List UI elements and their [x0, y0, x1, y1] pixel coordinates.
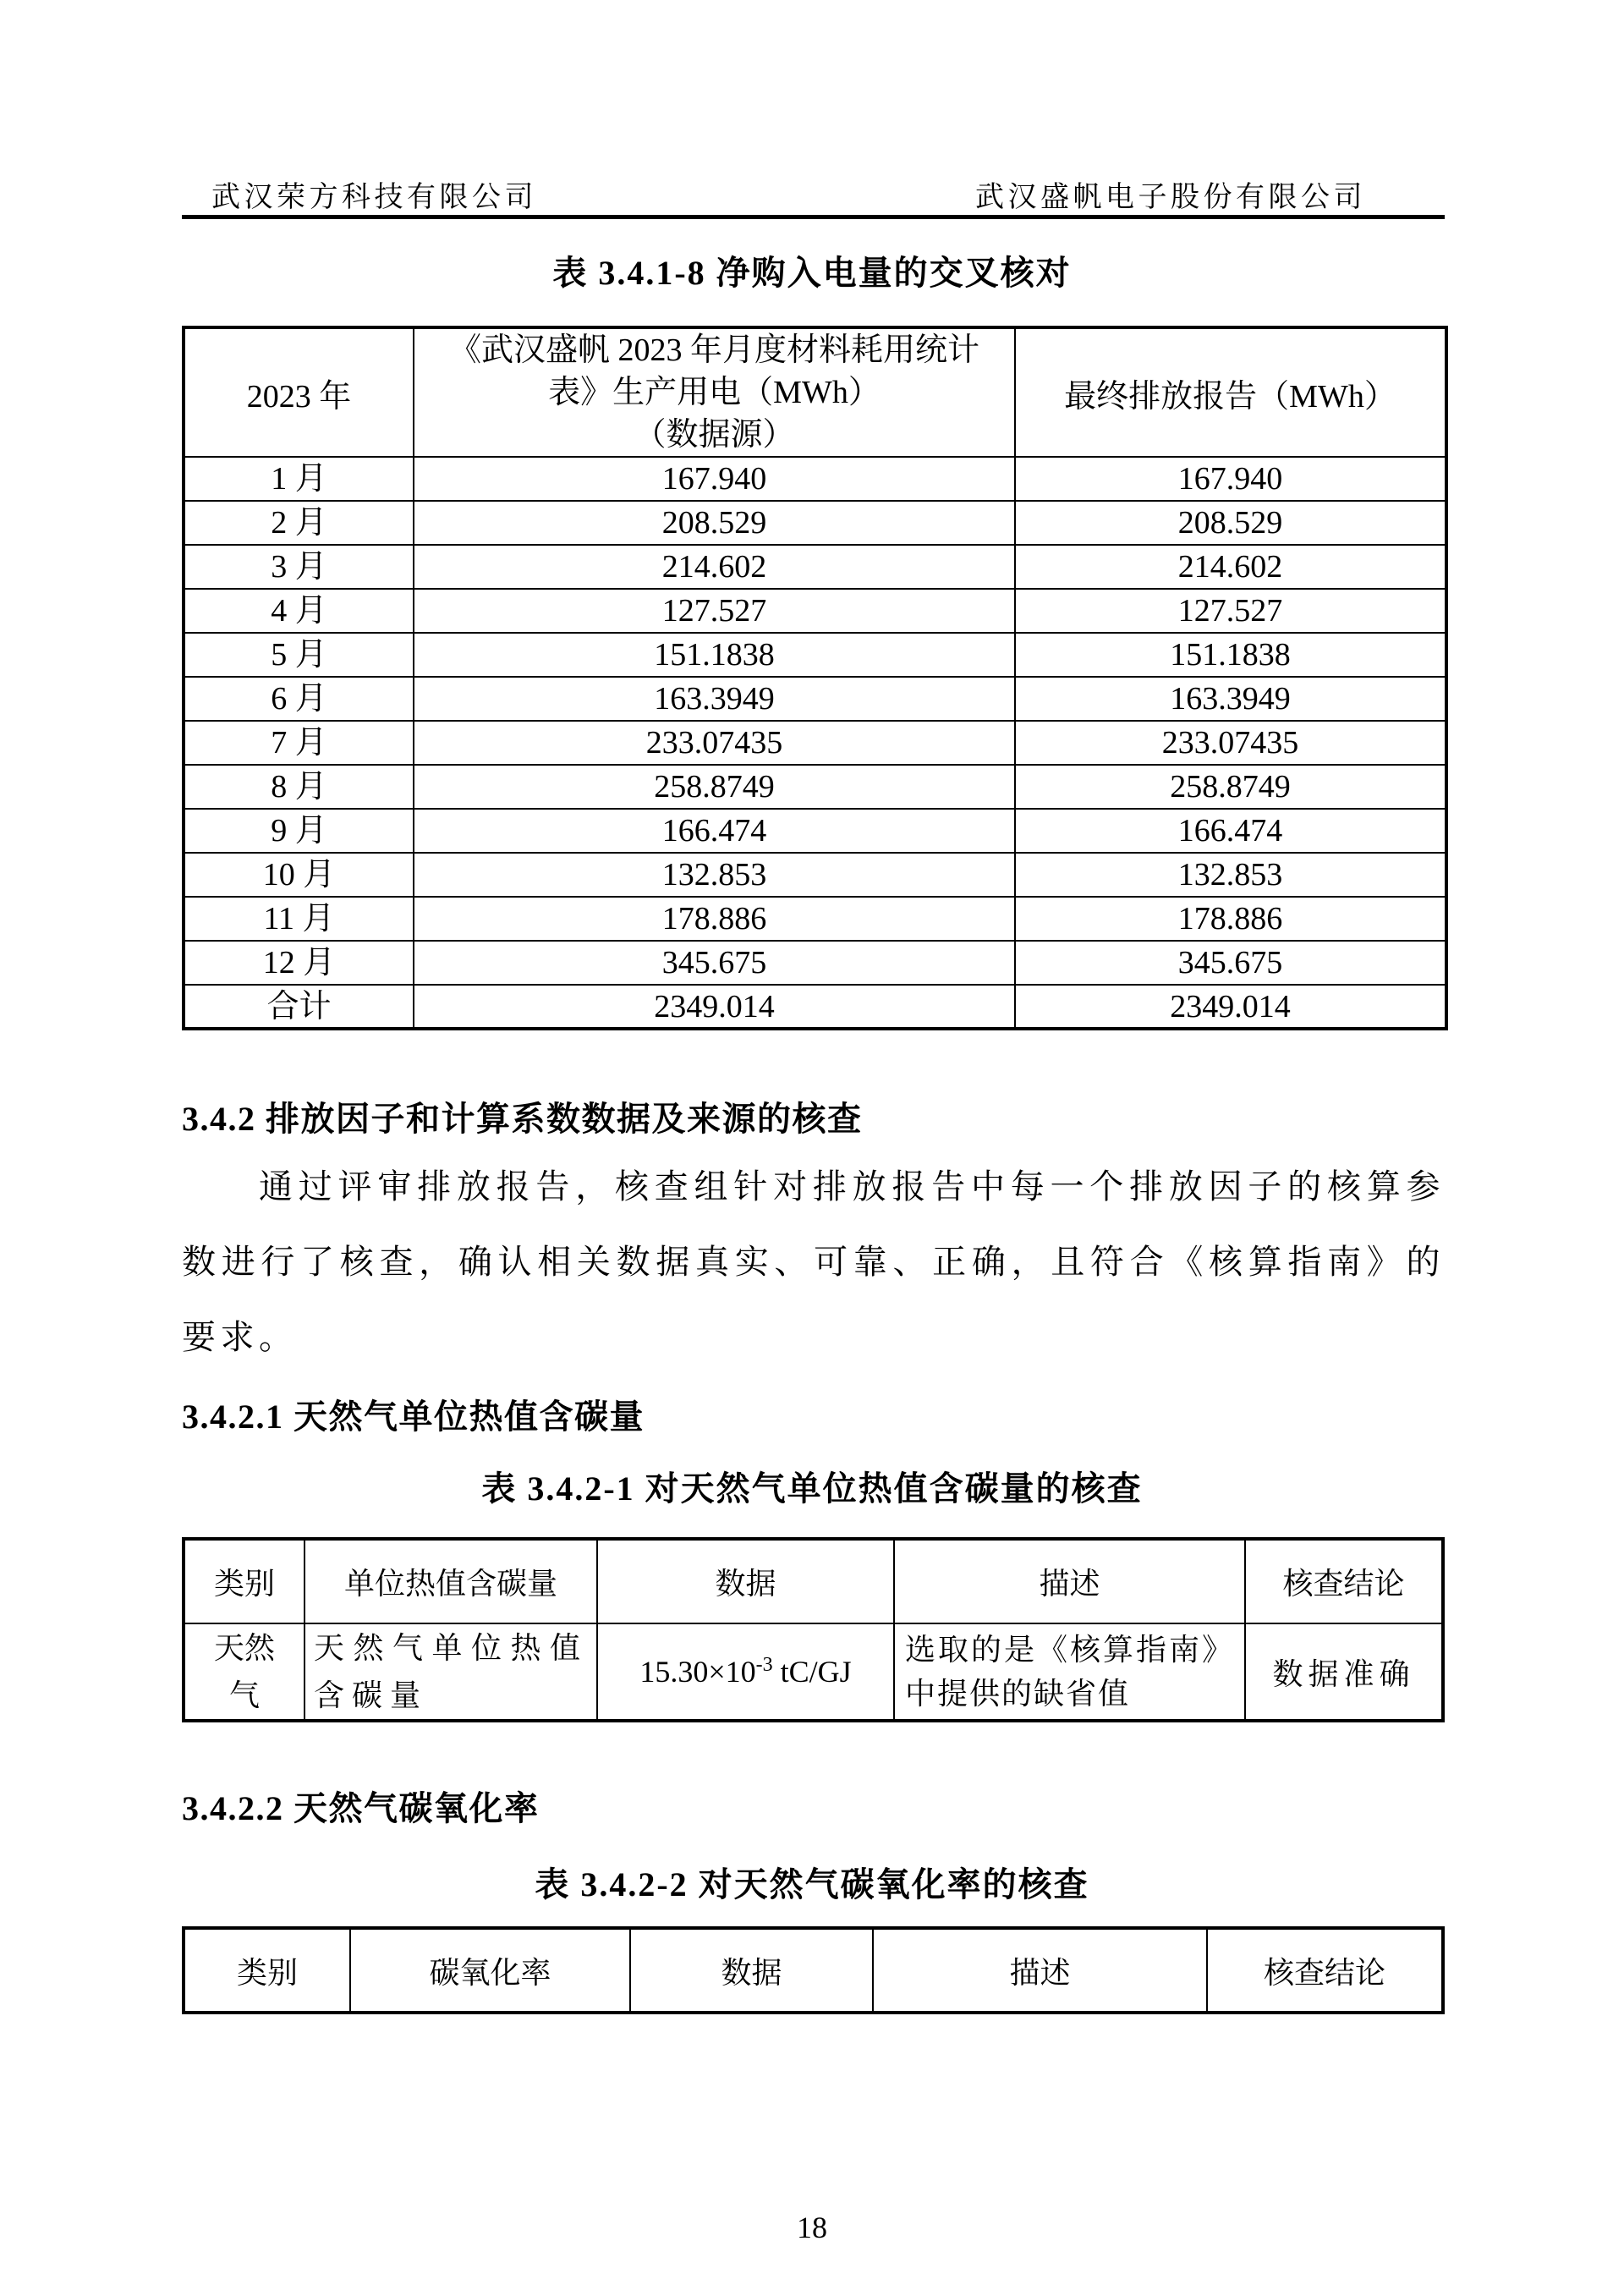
table-cell: 151.1838 [414, 633, 1015, 677]
table-cell [597, 1623, 894, 1721]
table2-title: 表 3.4.2-1 对天然气单位热值含碳量的核查 [481, 1469, 1143, 1508]
ncv-carbon-content-table [182, 1537, 1445, 1722]
table-row [184, 633, 1446, 677]
table-row [184, 897, 1446, 941]
table-cell: 163.3949 [414, 677, 1015, 721]
table-row [184, 721, 1446, 765]
table-cell: 天然气单位热值含碳量 [304, 1623, 597, 1721]
table-cell: 166.474 [1015, 809, 1446, 853]
header-line: 表》生产用电（MWh） [548, 375, 881, 410]
table-cell: 132.853 [414, 853, 1015, 897]
table-cell: 合计 [184, 985, 414, 1029]
table-cell: 178.886 [1015, 897, 1446, 941]
table-header-cell [414, 327, 1015, 457]
table-header-cell: 类别 [184, 1928, 350, 2013]
table3-title: 表 3.4.2-2 对天然气碳氧化率的核查 [535, 1865, 1089, 1903]
table-row [184, 809, 1446, 853]
table-header-cell: 描述 [873, 1928, 1207, 2013]
table-cell: 258.8749 [1015, 765, 1446, 809]
table-header-cell: 碳氧化率 [350, 1928, 630, 2013]
table-cell: 8 月 [184, 765, 414, 809]
table-header-cell: 类别 [184, 1539, 304, 1623]
oxidation-rate-table [182, 1926, 1445, 2014]
table-cell: 选取的是《核算指南》中提供的缺省值 [894, 1623, 1245, 1721]
table-cell: 258.8749 [414, 765, 1015, 809]
table-row [184, 457, 1446, 501]
header-line: 《武汉盛帆 2023 年月度材料耗用统计 [448, 332, 979, 368]
table-cell: 151.1838 [1015, 633, 1446, 677]
table-cell: 127.527 [1015, 589, 1446, 633]
table-cell: 167.940 [1015, 457, 1446, 501]
header-rule [182, 215, 1445, 219]
table-row [184, 765, 1446, 809]
table-header-cell: 2023 年 [184, 327, 414, 457]
table-cell: 7 月 [184, 721, 414, 765]
table-cell: 2 月 [184, 501, 414, 545]
table-header-cell: 数据 [630, 1928, 873, 2013]
table-row [184, 1623, 1443, 1721]
table-cell: 127.527 [414, 589, 1015, 633]
header-company-left: 武汉荣方科技有限公司 [211, 182, 537, 213]
table-header-cell: 数据 [597, 1539, 894, 1623]
table-row [184, 501, 1446, 545]
table1-title: 表 3.4.1-8 净购入电量的交叉核对 [552, 254, 1072, 292]
table-row-total [184, 985, 1446, 1029]
table-cell: 5 月 [184, 633, 414, 677]
page-number: 18 [797, 2211, 827, 2244]
table-cell: 214.602 [1015, 545, 1446, 589]
table-cell: 345.675 [414, 941, 1015, 985]
table-cell: 2349.014 [1015, 985, 1446, 1029]
table-cell: 214.602 [414, 545, 1015, 589]
table-header-cell: 核查结论 [1207, 1928, 1443, 2013]
table-row [184, 545, 1446, 589]
table-cell: 12 月 [184, 941, 414, 985]
table-row [184, 589, 1446, 633]
table-row [184, 853, 1446, 897]
table-cell: 167.940 [414, 457, 1015, 501]
table-cell: 4 月 [184, 589, 414, 633]
table-header-row [184, 1928, 1443, 2013]
table-cell: 天然气 [184, 1623, 304, 1721]
table-header-cell: 描述 [894, 1539, 1245, 1623]
table-cell: 2349.014 [414, 985, 1015, 1029]
table-cell: 11 月 [184, 897, 414, 941]
value-base: 15.30×10 [639, 1655, 756, 1689]
table-cell: 6 月 [184, 677, 414, 721]
table-header-cell: 最终排放报告（MWh） [1015, 327, 1446, 457]
table-cell: 208.529 [1015, 501, 1446, 545]
table-row [184, 941, 1446, 985]
section-paragraph-342: 通过评审排放报告，核查组针对排放报告中每一个排放因子的核算参数进行了核查，确认相关数据真实、可靠、正确，且符合《核算指南》的要求。 [182, 1167, 1445, 1356]
table-cell: 163.3949 [1015, 677, 1446, 721]
section-heading-3422: 3.4.2.2 天然气碳氧化率 [182, 1789, 540, 1827]
table-header-cell: 单位热值含碳量 [304, 1539, 597, 1623]
table-cell: 9 月 [184, 809, 414, 853]
table-cell: 233.07435 [1015, 721, 1446, 765]
section-heading-342: 3.4.2 排放因子和计算系数数据及来源的核查 [182, 1100, 863, 1138]
table-cell: 10 月 [184, 853, 414, 897]
table-cell: 数据准确 [1245, 1623, 1443, 1721]
table-header-row [184, 327, 1446, 457]
table-cell: 233.07435 [414, 721, 1015, 765]
table-row [184, 677, 1446, 721]
header-company-right: 武汉盛帆电子股份有限公司 [975, 182, 1366, 213]
electricity-cross-check-table [182, 326, 1448, 1030]
table-header-row [184, 1539, 1443, 1623]
header-line: （数据源） [634, 417, 795, 453]
table-cell: 208.529 [414, 501, 1015, 545]
value-exponent: -3 [755, 1654, 773, 1676]
table-cell: 345.675 [1015, 941, 1446, 985]
value-unit: tC/GJ [780, 1655, 852, 1689]
table-cell: 166.474 [414, 809, 1015, 853]
table-cell: 1 月 [184, 457, 414, 501]
table-header-cell: 核查结论 [1245, 1539, 1443, 1623]
section-heading-3421: 3.4.2.1 天然气单位热值含碳量 [182, 1398, 645, 1436]
table-cell: 178.886 [414, 897, 1015, 941]
table-cell: 132.853 [1015, 853, 1446, 897]
table-cell: 3 月 [184, 545, 414, 589]
